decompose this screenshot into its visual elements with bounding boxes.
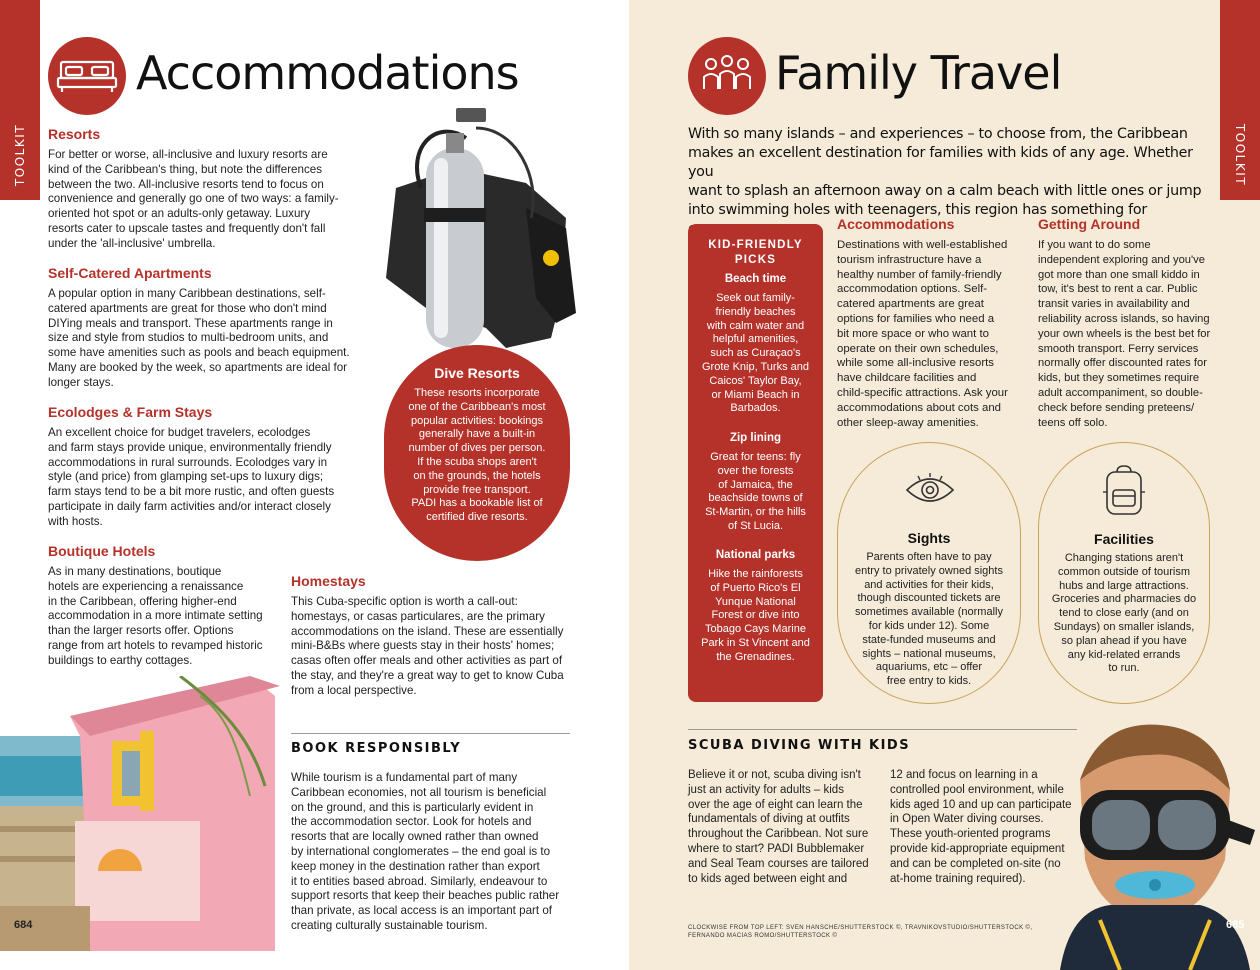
kid-snorkel-photo	[1040, 720, 1260, 970]
beach-time-heading: Beach time	[724, 273, 787, 285]
toolkit-tab-left[interactable]	[0, 0, 40, 200]
book-responsibly-heading: BOOK RESPONSIBLY	[291, 741, 462, 756]
getting-around-text: If you want to do some independent exploring and you've got more than one small kiddo in tow, it's best to rent a car. Public transit varies in availability and reliability across islands, so having your own wheels is the best bet for smooth transport. Ferry services normally offer discounted rates for kids, but they sometimes require adult accompaniment, so double- check before sending preteens/ teens off solo.	[1038, 239, 1211, 429]
facilities-text: Changing stations aren't common outside of tourism hubs and large attractions. Groceries and pharmacies do tend to close early (and on Sundays) on smaller islands, so plan ahead if you have any kid-related errands to run.	[1051, 552, 1197, 675]
boutique-heading: Boutique Hotels	[48, 543, 156, 559]
dive-resorts-heading: Dive Resorts	[434, 365, 520, 381]
beach-hut-photo	[0, 676, 280, 951]
dive-resorts-text: These resorts incorporate one of the Caribbean's most popular activities: bookings generally have a built-in number of dives per person. If the scuba shops aren't on the grounds, the hotels provide free transport. PADI has a bookable list of certified dive resorts.	[408, 387, 546, 524]
left-page	[0, 0, 629, 970]
page-title: Family Travel	[775, 46, 1062, 100]
self-catered-text: A popular option in many Caribbean destinations, self- catered apartments are great for those who don't mind DIYing meals and transport. These apartments range in size and style from studios to multi-bedroom units, and some have amenities such as pools and beach equipment. Many are booked by the week, so apartments are ideal for longer stays.	[48, 287, 350, 389]
scuba-tank-photo	[366, 108, 586, 368]
bed-icon	[48, 37, 126, 115]
homestays-heading: Homestays	[291, 573, 366, 589]
ecolodges-text: An excellent choice for budget travelers, ecolodges and farm stays provide unique, environmentally friendly accommodations in rural surrounds. Ecolodges vary in style (and price) from glamping set-ups to luxury digs; farm stays tend to be a bit more rustic, and often guests participate in daily farm activities and/or interact closely with hosts.	[48, 426, 335, 528]
accommodations-heading: Accommodations	[837, 216, 955, 232]
sights-text: Parents often have to pay entry to privately owned sights and activities for their kids, though discounted tickets are sometimes available (normally for kids under 12). Some state-funded museums and sights – national museums, aquariums, etc – offer free entry to kids.	[855, 551, 1003, 688]
getting-around-heading: Getting Around	[1038, 216, 1141, 232]
page-number-left: 684	[14, 919, 33, 931]
accommodations-text: Destinations with well-established tourism infrastructure have a healthy number of family-friendly accommodation options. Self- catered apartments are great options for families who need a bit more space or who want to operate on their own schedules, while some all-inclusive resorts have childcare facilities and child-specific attractions. Ask your accommodations about cots and other sleep-away amenities.	[837, 239, 1008, 429]
national-parks-text: Hike the rainforests of Puerto Rico's El Yunque National Forest or dive into Tobago Cays Marine Park in St Vincent and the Grenadines.	[701, 568, 810, 663]
sights-heading: Sights	[907, 530, 951, 546]
resorts-heading: Resorts	[48, 126, 101, 142]
page-title: Accommodations	[136, 46, 519, 100]
facilities-heading: Facilities	[1094, 531, 1154, 547]
eye-icon	[904, 472, 956, 508]
toolkit-tab-label: TOOLKIT	[13, 123, 27, 187]
scuba-text-col2: 12 and focus on learning in a controlled pool environment, while kids aged 10 and up can participate in Open Water diving courses. These youth-oriented programs provide kid-appropriate equipment and can be completed on-site (no at-home training required).	[890, 769, 1072, 885]
self-catered-heading: Self-Catered Apartments	[48, 265, 212, 281]
zip-lining-text: Great for teens: fly over the forests of Jamaica, the beachside towns of St-Martin, or the hills of St Lucia.	[705, 451, 806, 532]
scuba-text-col1: Believe it or not, scuba diving isn't just an activity for adults – kids over the age of eight can learn the fundamentals of diving at outfits throughout the Caribbean. Not sure where to start? PADI Bubblemaker and Seal Team courses are tailored to kids aged between eight and	[688, 769, 869, 885]
beach-time-text: Seek out family- friendly beaches with calm water and helpful amenities, such as Curaçao's Grote Knip, Turks and Caicos' Taylor Bay, or Miami Beach in Barbados.	[702, 292, 809, 415]
backpack-icon	[1101, 464, 1147, 516]
kid-friendly-heading: KID-FRIENDLY PICKS	[708, 239, 803, 266]
zip-lining-heading: Zip lining	[729, 432, 782, 444]
intro-text: With so many islands – and experiences – to choose from, the Caribbean makes an excellent destination for families with kids of any age. Whether you want to splash an afternoon away on a calm beach with little ones or jump into swimming holes with teenagers, this region has something for	[688, 126, 1202, 218]
toolkit-tab-right[interactable]	[1220, 0, 1260, 200]
page-number-right: 685	[1226, 919, 1245, 931]
divider	[291, 733, 570, 734]
homestays-text: This Cuba-specific option is worth a call-out: homestays, or casas particulares, are the primary accommodations on the island. These are essentially mini-B&Bs where guests stay in their hosts' homes; casas often offer meals and other activities as part of the stay, and they're a great way to get to know Cuba from a local perspective.	[291, 595, 564, 697]
national-parks-heading: National parks	[715, 549, 796, 561]
family-icon	[688, 37, 766, 115]
ecolodges-heading: Ecolodges & Farm Stays	[48, 404, 213, 420]
resorts-text: For better or worse, all-inclusive and luxury resorts are kind of the Caribbean's thing, but note the differences between the two. All-inclusive resorts tend to focus on convenience and generally go one of two ways: a family- oriented hot spot or an adults-only getaway. Luxury resorts cater to upscale tastes and frequently don't fall under the 'all-inclusive' umbrella.	[48, 148, 339, 250]
toolkit-tab-label: TOOLKIT	[1233, 123, 1247, 187]
boutique-text: As in many destinations, boutique hotels are experiencing a renaissance in the Caribbean, offering higher-end accommodation in a more intimate setting than the larger resorts offer. Options range from art hotels to revamped historic buildings to earthy cottages.	[48, 565, 263, 667]
book-responsibly-text: While tourism is a fundamental part of many Caribbean economies, not all tourism is beneficial on the ground, and this is particularly evident in the accommodation sector. Look for hotels and resorts that are locally owned rather than owned by international conglomerates – the end goal is to keep money in the destination rather than export it to entities based abroad. Similarly, endeavour to support resorts that keep their beaches public rather than private, as local access is an important part of creating culturally sustainable tourism.	[291, 771, 560, 932]
scuba-heading: SCUBA DIVING WITH KIDS	[688, 738, 911, 753]
divider	[688, 729, 1077, 730]
photo-credits: CLOCKWISE FROM TOP LEFT: SVEN HANSCHE/SHUTTERSTOCK ©, TRAVNIKOVSTUDIO/SHUTTERSTOCK ©, FERNANDO MACIAS ROMO/SHUTTERSTOCK ©	[688, 925, 1033, 939]
